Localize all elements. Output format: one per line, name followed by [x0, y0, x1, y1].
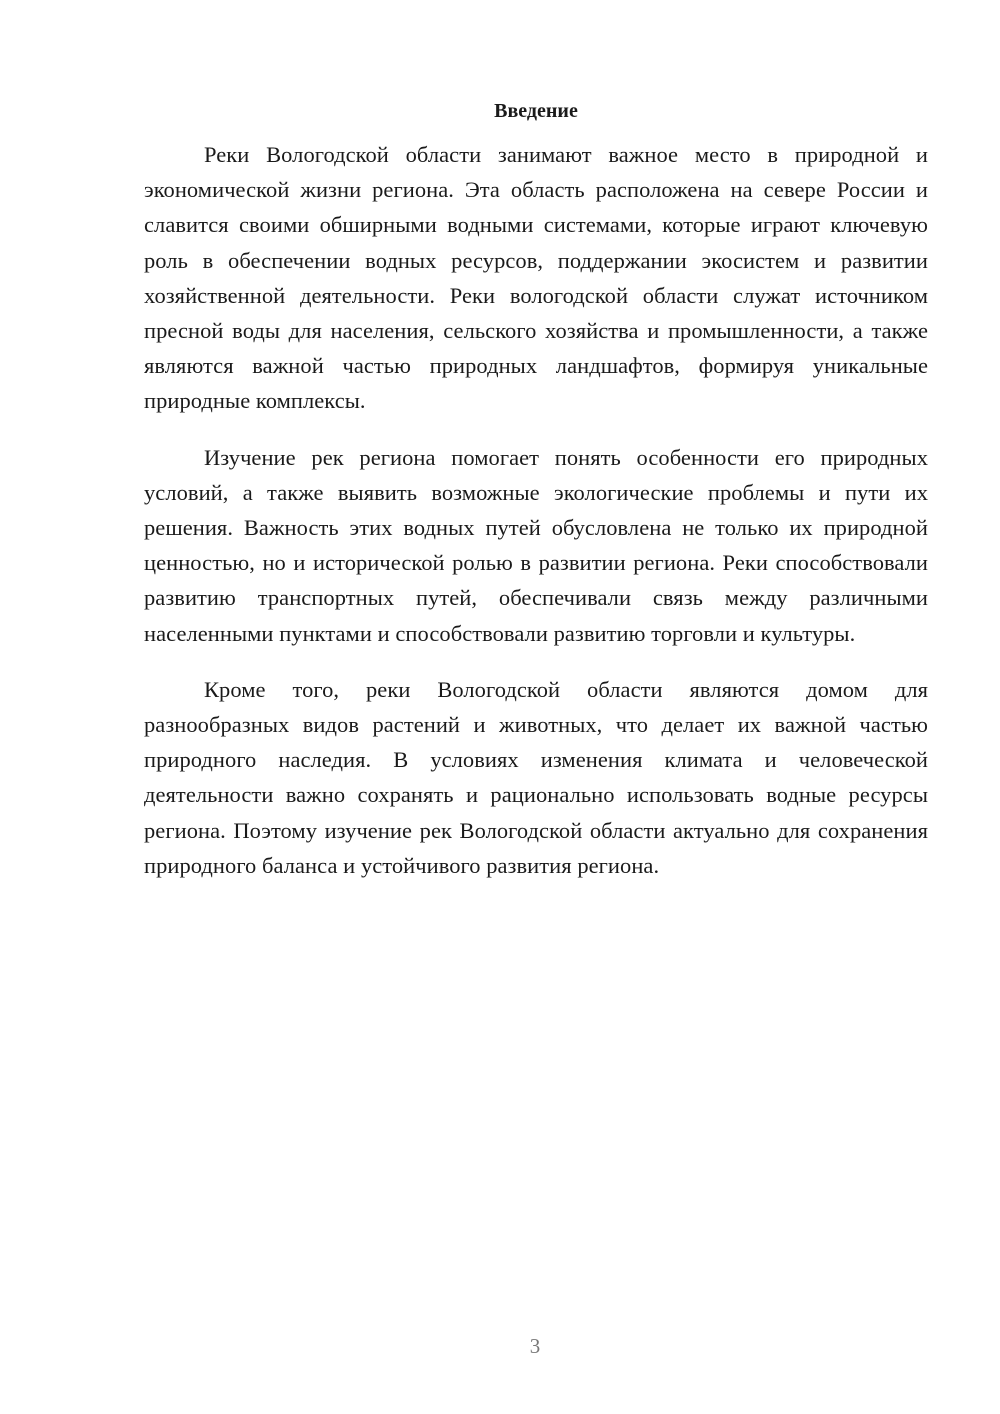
page-number: 3	[529, 1334, 541, 1358]
page-content	[144, 96, 928, 904]
paragraph-1: Реки Вологодской области занимают важное место в природной и экономической жизни региона. Эта область расположена на севере России и славится своими обширными водными системами, которые играют ключевую роль в обеспечении водных ресурсов, поддержании экосистем и развитии хозяйственной деятельности. Реки вологодской области служат источником пресной воды для населения, сельского хозяйства и промышленности, а также являются важной частью природных ландшафтов, формируя уникальные природные комплексы.	[144, 142, 928, 414]
section-title: Введение	[494, 100, 578, 122]
paragraph-3: Кроме того, реки Вологодской области являются домом для разнообразных видов растений и животных, что делает их важной частью природного наследия. В условиях изменения климата и человеческой деятельности важно сохранять и рационально использовать водные ресурсы региона. Поэтому изучение рек Вологодской области актуально для сохранения природного баланса и устойчивого развития региона.	[144, 676, 928, 878]
paragraph-2: Изучение рек региона помогает понять особенности его природных условий, а также выявить возможные экологические проблемы и пути их решения. Важность этих водных путей обусловлена не только их природной ценностью, но и исторической ролью в развитии региона. Реки способствовали развитию транспортных путей, обеспечивали связь между различными населенными пунктами и способствовали развитию торговли и культуры.	[144, 444, 928, 646]
